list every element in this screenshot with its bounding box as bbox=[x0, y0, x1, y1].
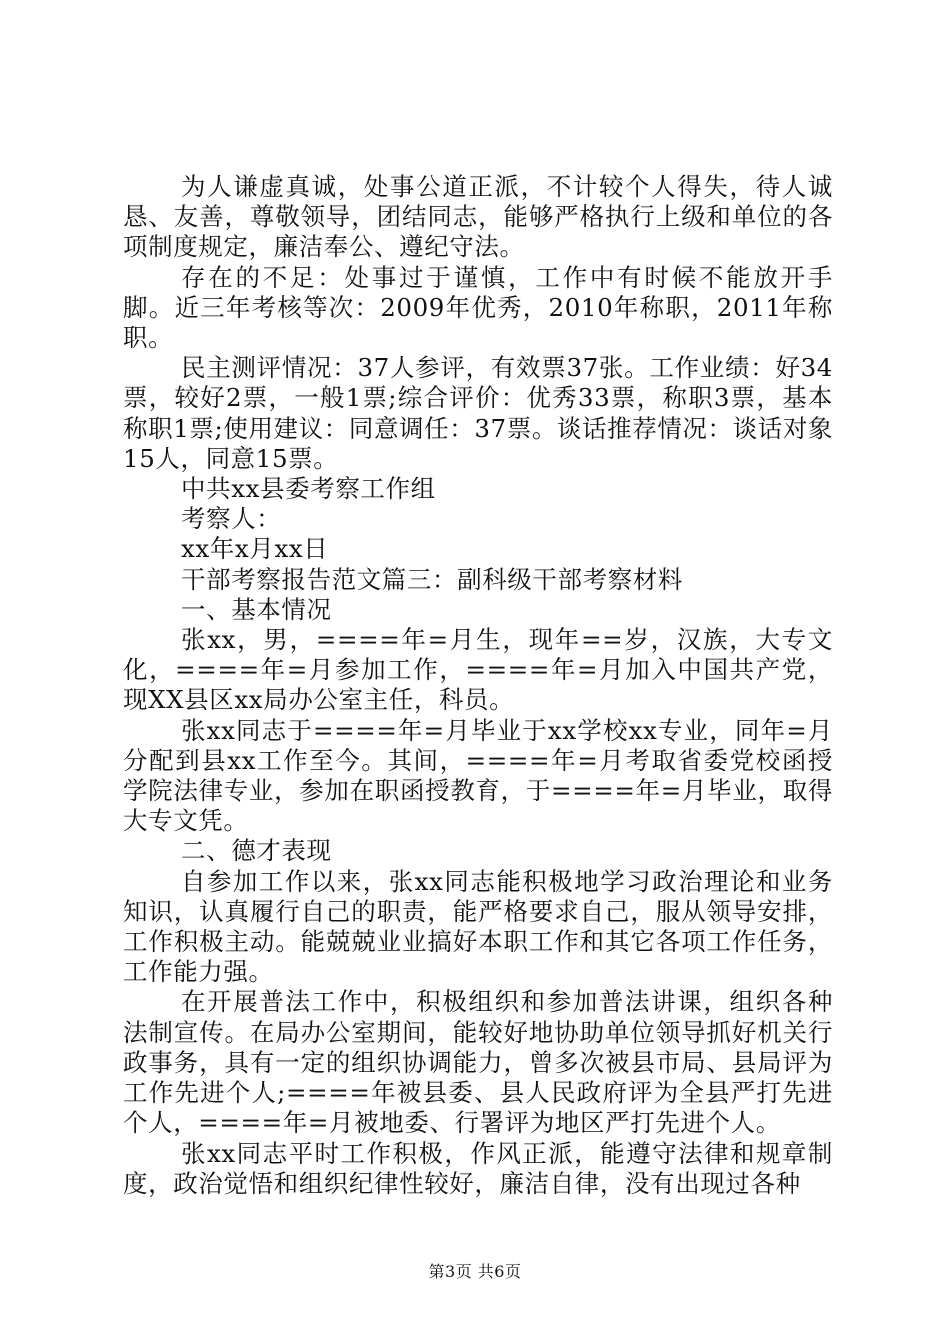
document-body bbox=[123, 172, 833, 1199]
page-number-footer: 第3页 共6页 bbox=[428, 1262, 522, 1281]
paragraph-education: 张xx同志于====年=月毕业于xx学校xx专业，同年=月分配到县xx工作至今。其间，====年=月考取省委党校函授学院法律专业，参加在职函授教育，于====年=月毕业，取得大专文凭。 bbox=[123, 715, 833, 836]
section-title-part-three: 干部考察报告范文篇三：副科级干部考察材料 bbox=[181, 564, 683, 594]
paragraph-shortcomings: 存在的不足：处事过于谨慎，工作中有时候不能放开手脚。近三年考核等次：2009年优秀，2010年称职，2011年称职。 bbox=[123, 262, 833, 353]
paragraph-signature-org: 中共xx县委考察工作组 bbox=[181, 474, 436, 504]
paragraph-conduct: 张xx同志平时工作积极，作风正派，能遵守法律和规章制度，政治觉悟和组织纪律性较好，廉洁自律，没有出现过各种 bbox=[123, 1138, 833, 1198]
paragraph-legal-work: 在开展普法工作中，积极组织和参加普法讲课，组织各种法制宣传。在局办公室期间，能较好地协助单位领导抓好机关行政事务，具有一定的组织协调能力，曾多次被县市局、县局评为工作先进个人;====年被县委、县人民政府评为全县严打先进个人，====年=月被地委、行署评为地区严打先进个人。 bbox=[123, 987, 833, 1138]
paragraph-work-attitude: 自参加工作以来，张xx同志能积极地学习政治理论和业务知识，认真履行自己的职责，能严格要求自己，服从领导安排，工作积极主动。能兢兢业业搞好本职工作和其它各项工作任务，工作能力强。 bbox=[123, 866, 833, 987]
heading-performance: 二、德才表现 bbox=[181, 836, 332, 866]
paragraph-democratic-evaluation: 民主测评情况：37人参评，有效票37张。工作业绩：好34票，较好2票，一般1票;综合评价：优秀33票，称职3票，基本称职1票;使用建议：同意调任：37票。谈话推荐情况：谈话对象15人，同意15票。 bbox=[123, 353, 834, 473]
paragraph-inspector: 考察人： bbox=[181, 504, 282, 534]
paragraph-date: xx年x月xx日 bbox=[181, 534, 329, 564]
paragraph-basic-info: 张xx，男，====年=月生，现年==岁，汉族，大专文化，====年=月参加工作，====年=月加入中国共产党，现XX县区xx局办公室主任，科员。 bbox=[123, 625, 833, 715]
heading-basic-info: 一、基本情况 bbox=[181, 594, 332, 624]
paragraph-integrity: 为人谦虚真诚，处事公道正派，不计较个人得失，待人诚恳、友善，尊敬领导，团结同志，能够严格执行上级和单位的各项制度规定，廉洁奉公、遵纪守法。 bbox=[123, 172, 833, 262]
